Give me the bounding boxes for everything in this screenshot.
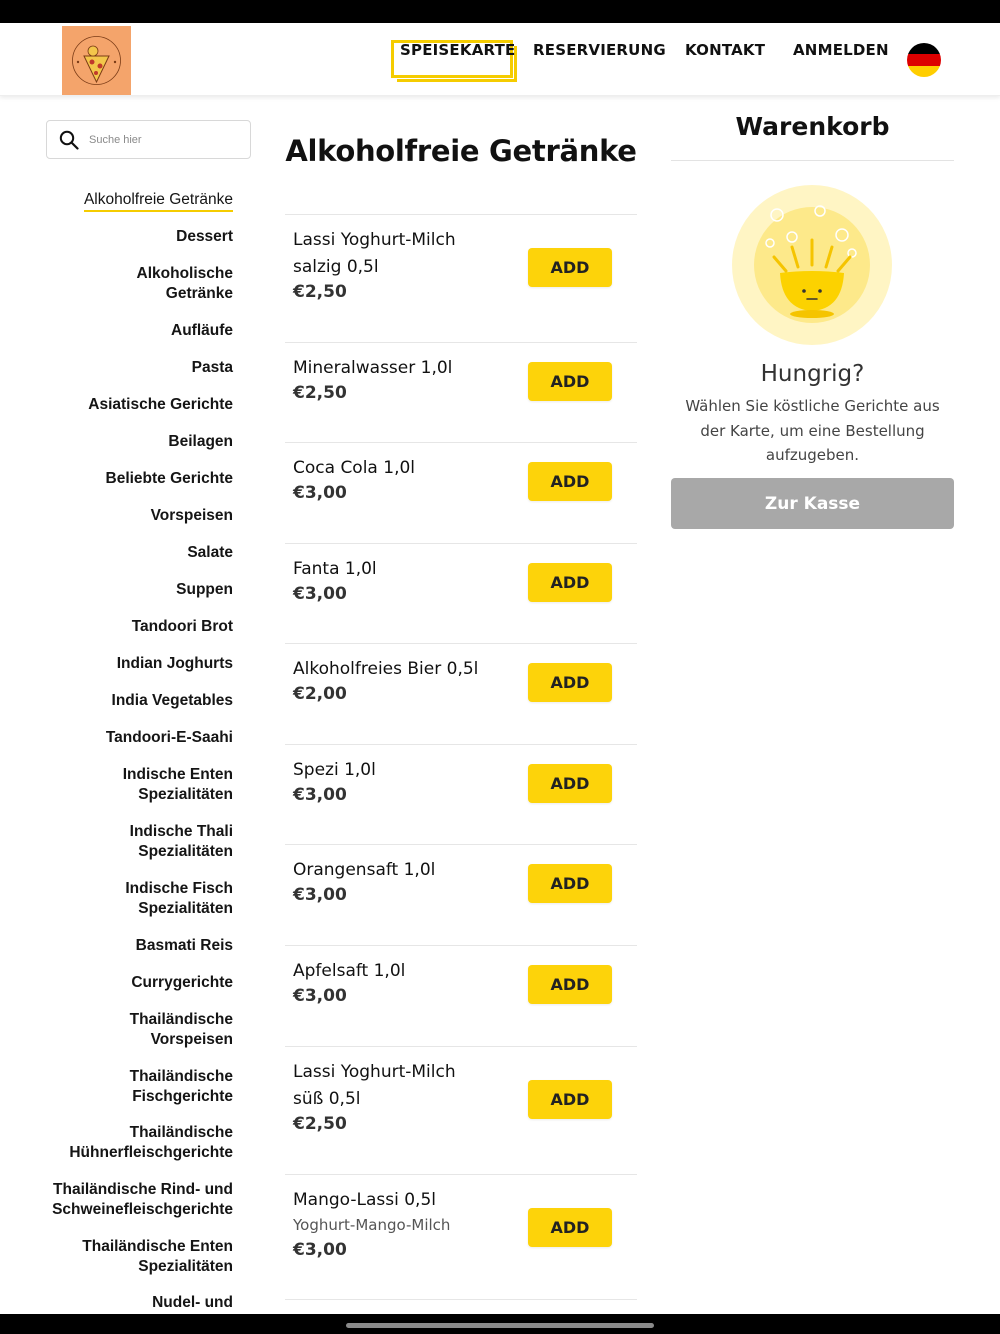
- menu-item-price: €3,00: [293, 986, 347, 1006]
- nav-speisekarte[interactable]: SPEISEKARTE: [400, 41, 516, 59]
- add-to-cart-button[interactable]: ADD: [528, 764, 612, 803]
- empty-bowl-illustration: [732, 185, 892, 345]
- category-label: Thailändische Fischgerichte: [129, 1068, 233, 1105]
- category-label: Nudel- und: [152, 1294, 233, 1311]
- category-label: Aufläufe: [171, 322, 233, 339]
- category-item[interactable]: [40, 691, 233, 711]
- category-item[interactable]: [40, 617, 233, 637]
- category-item[interactable]: [40, 1237, 233, 1277]
- menu-item-name: Lassi Yoghurt-Milch süß 0,5l: [293, 1062, 456, 1109]
- german-flag-icon[interactable]: [907, 43, 941, 77]
- add-to-cart-button[interactable]: ADD: [528, 462, 612, 501]
- menu-item-name: Lassi Yoghurt-Milch salzig 0,5l: [293, 230, 456, 277]
- menu-item-price: €3,00: [293, 584, 347, 604]
- category-label: Salate: [187, 544, 233, 561]
- add-to-cart-button[interactable]: ADD: [528, 663, 612, 702]
- search-input[interactable]: [89, 130, 239, 150]
- category-label: Currygerichte: [131, 974, 233, 991]
- category-item[interactable]: [40, 395, 233, 415]
- category-label: Dessert: [176, 228, 233, 245]
- category-item[interactable]: [40, 879, 233, 919]
- cart-empty-heading: Hungrig?: [760, 361, 865, 387]
- menu-item-price: €3,00: [293, 1240, 347, 1260]
- status-bar: [0, 0, 1000, 23]
- category-item[interactable]: [40, 432, 233, 452]
- menu-item: [285, 844, 637, 945]
- menu-item-price: €3,00: [293, 785, 347, 805]
- add-to-cart-button[interactable]: ADD: [528, 362, 612, 401]
- category-label: Thailändische Rind- und Schweinefleischgerichte: [52, 1181, 233, 1218]
- menu-item-price: €2,00: [293, 684, 347, 704]
- category-label: India Vegetables: [111, 692, 233, 709]
- menu-item: [285, 945, 637, 1046]
- menu-section-title: Alkoholfreie Getränke: [285, 134, 637, 168]
- category-item[interactable]: [40, 321, 233, 341]
- category-label: Pasta: [191, 359, 233, 376]
- site-header: [0, 23, 1000, 96]
- menu-item-price: €3,00: [293, 885, 347, 905]
- category-label: Beilagen: [168, 433, 233, 450]
- add-to-cart-button[interactable]: ADD: [528, 248, 612, 287]
- category-item[interactable]: [40, 973, 233, 993]
- category-label: Alkoholfreie Getränke: [84, 191, 233, 212]
- menu-item-price: €2,50: [293, 383, 347, 403]
- menu-item: [285, 214, 637, 342]
- menu-item: [285, 643, 637, 744]
- menu-item-price: €2,50: [293, 1114, 347, 1134]
- menu-item: [285, 543, 637, 643]
- menu-item-name: Coca Cola 1,0l: [293, 458, 416, 478]
- nav-anmelden[interactable]: ANMELDEN: [793, 41, 889, 59]
- checkout-button[interactable]: Zur Kasse: [671, 478, 954, 529]
- category-label: Thailändische Vorspeisen: [129, 1011, 233, 1048]
- add-to-cart-button[interactable]: ADD: [528, 864, 612, 903]
- search-box: [46, 120, 251, 159]
- menu-item-name: Mango-Lassi 0,5l: [293, 1190, 436, 1210]
- category-item[interactable]: [40, 728, 233, 748]
- category-label: Tandoori-E-Saahi: [105, 729, 233, 746]
- category-item[interactable]: [40, 654, 233, 674]
- search-icon: [59, 130, 79, 150]
- category-label: Thailändische Hühnerfleischgerichte: [69, 1124, 233, 1161]
- add-to-cart-button[interactable]: ADD: [528, 1080, 612, 1119]
- menu-item: [285, 1046, 637, 1174]
- category-label: Indische Thali Spezialitäten: [129, 823, 233, 860]
- cart-empty-text: Wählen Sie köstliche Gerichte aus der Karte, um eine Bestellung aufzugeben.: [685, 397, 940, 464]
- category-item[interactable]: [40, 936, 233, 956]
- nav-kontakt[interactable]: KONTAKT: [685, 41, 766, 59]
- pizza-service-logo[interactable]: [62, 26, 131, 95]
- menu-item: [285, 744, 637, 844]
- category-label: Indian Joghurts: [116, 655, 233, 672]
- category-label: Suppen: [176, 581, 233, 598]
- home-bar: [0, 1314, 1000, 1334]
- add-to-cart-button[interactable]: ADD: [528, 1208, 612, 1247]
- category-item[interactable]: [40, 506, 233, 526]
- category-item[interactable]: [40, 1180, 233, 1220]
- category-item[interactable]: [40, 227, 233, 247]
- cart-divider: [671, 160, 954, 161]
- category-item[interactable]: [40, 1293, 233, 1313]
- home-indicator[interactable]: [346, 1323, 654, 1328]
- menu-item: [285, 342, 637, 442]
- category-item[interactable]: [40, 469, 233, 489]
- menu-item: [285, 1174, 637, 1299]
- menu-item-name: Apfelsaft 1,0l: [293, 961, 406, 981]
- menu-item-price: €2,50: [293, 282, 347, 302]
- category-item[interactable]: [40, 822, 233, 862]
- menu-item: [285, 442, 637, 543]
- menu-item-name: Mineralwasser 1,0l: [293, 358, 453, 378]
- nav-reservierung[interactable]: RESERVIERUNG: [533, 41, 666, 59]
- menu-item-description: Yoghurt-Mango-Milch: [293, 1216, 451, 1234]
- menu-item-name: Fanta 1,0l: [293, 559, 377, 579]
- cart-title: Warenkorb: [735, 112, 890, 141]
- menu-divider: [285, 1299, 637, 1300]
- logo-graphic: [62, 26, 131, 95]
- category-item[interactable]: [40, 190, 233, 210]
- category-item[interactable]: [40, 580, 233, 600]
- category-item[interactable]: [40, 264, 233, 304]
- category-item[interactable]: [40, 543, 233, 563]
- category-label: Tandoori Brot: [131, 618, 233, 635]
- menu-item-name: Spezi 1,0l: [293, 760, 376, 780]
- category-label: Basmati Reis: [135, 937, 233, 954]
- category-label: Beliebte Gerichte: [105, 470, 233, 487]
- category-item[interactable]: [40, 1010, 233, 1050]
- category-label: Indische Enten Spezialitäten: [122, 766, 233, 803]
- menu-item-name: Alkoholfreies Bier 0,5l: [293, 659, 479, 679]
- category-label: Thailändische Enten Spezialitäten: [82, 1238, 233, 1275]
- add-to-cart-button[interactable]: ADD: [528, 563, 612, 602]
- category-label: Indische Fisch Spezialitäten: [125, 880, 233, 917]
- menu-item-price: €3,00: [293, 483, 347, 503]
- category-label: Alkoholische Getränke: [136, 265, 233, 302]
- category-item[interactable]: [40, 358, 233, 378]
- category-label: Vorspeisen: [150, 507, 233, 524]
- category-label: Asiatische Gerichte: [88, 396, 233, 413]
- category-item[interactable]: [40, 765, 233, 805]
- add-to-cart-button[interactable]: ADD: [528, 965, 612, 1004]
- menu-item-name: Orangensaft 1,0l: [293, 860, 436, 880]
- category-item[interactable]: [40, 1123, 233, 1163]
- category-item[interactable]: [40, 1067, 233, 1107]
